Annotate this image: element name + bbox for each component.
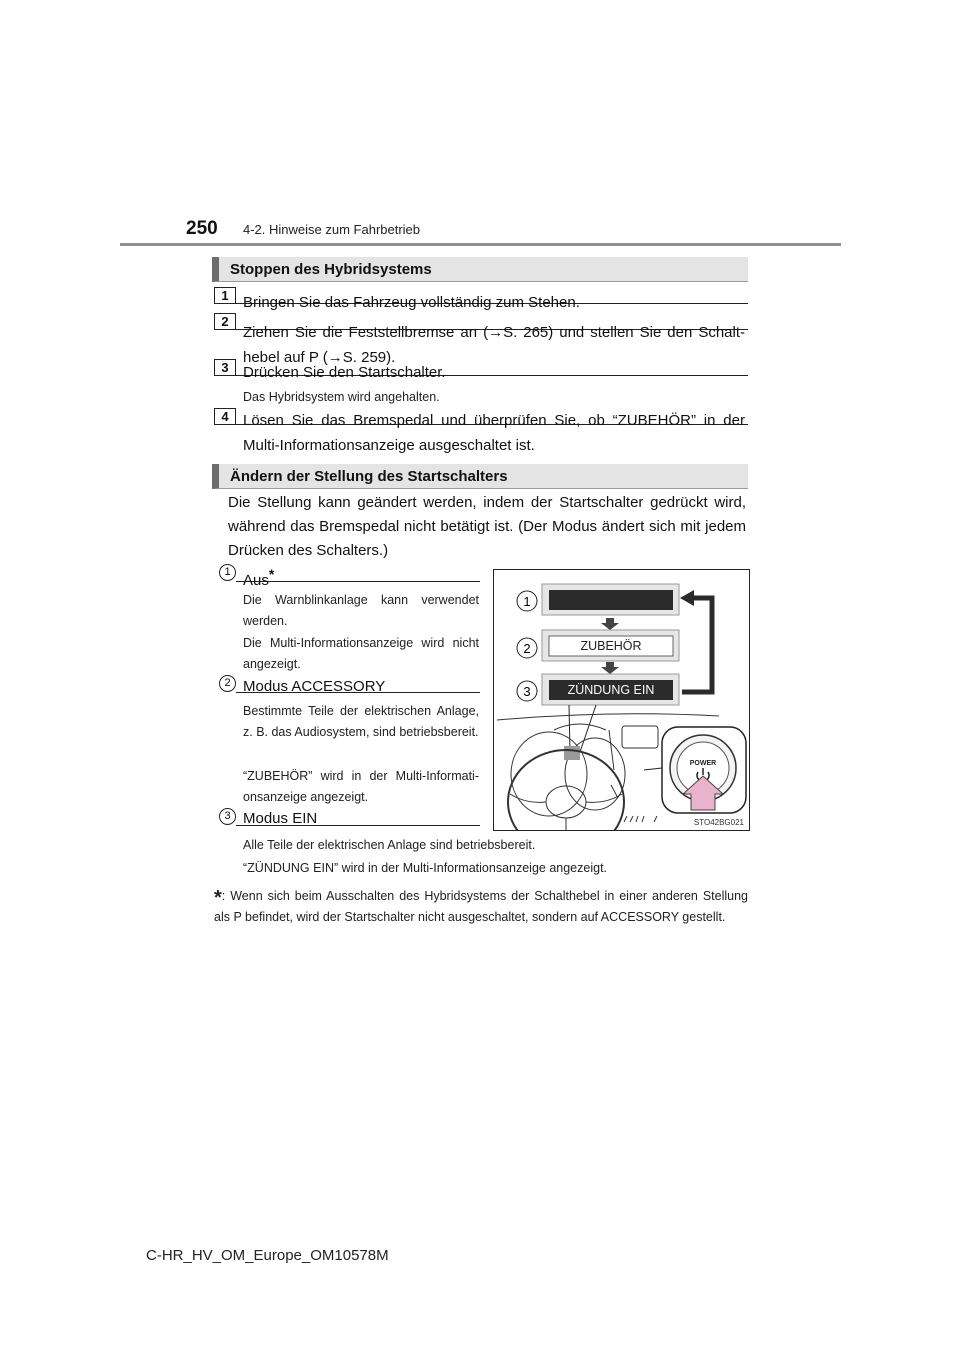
cycle-arrow-icon (680, 590, 694, 606)
header-rule (120, 243, 841, 246)
item-2-note-2: “ZUBEHÖR” wird in der Multi-Informati-onsanzeige angezeigt. (243, 769, 479, 804)
power-button-label: POWER (689, 760, 717, 767)
steering-hub (546, 786, 586, 818)
step-text-2: Ziehen Sie die Feststellbremse an (→S. 265) und stellen Sie den Schalt-hebel auf P (→S. 259). (243, 324, 745, 366)
callout-lines (569, 705, 596, 752)
dashboard-outline (497, 714, 719, 720)
diagram-number-1: 1 (523, 594, 531, 609)
callout-pointer (644, 768, 662, 770)
center-screen (622, 726, 658, 748)
item-number-1: 1 (219, 564, 236, 581)
item-number-3: 3 (219, 808, 236, 825)
step-number-1: 1 (214, 287, 236, 304)
arrow-down-icon (601, 618, 619, 630)
diagram-number-2: 2 (523, 641, 531, 656)
item-number-2: 2 (219, 675, 236, 692)
step-number-4: 4 (214, 408, 236, 425)
step-number-2: 2 (214, 313, 236, 330)
section-heading-stopping: Stoppen des Hybridsystems (212, 257, 748, 282)
vent-lines (624, 816, 657, 822)
intro-paragraph: Die Stellung kann geändert werden, indem der Startschalter gedrückt wird, während das Bremspedal nicht betätigt ist. (Der Modus ändert sich mit jedem Drücken des Schalters.) (228, 494, 746, 559)
cycle-bracket (682, 598, 712, 692)
chapter-title: 4-2. Hinweise zum Fahrbetrieb (243, 222, 421, 237)
item-1-note-2: Die Multi-Informationsanzeige wird nicht angezeigt. (243, 636, 479, 671)
gauge-left (511, 732, 587, 816)
item-title-3: Modus EIN (243, 810, 318, 827)
section-heading-switch-position: Ändern der Stellung des Startschalters (212, 464, 748, 489)
item-title-1: Aus* (243, 566, 275, 589)
cluster-hood (554, 724, 606, 730)
display-off (549, 590, 673, 610)
display-accessory-text: ZUBEHÖR (580, 639, 642, 653)
item-3-note-1: Alle Teile der elektrischen Anlage sind betriebsbereit. (243, 838, 536, 852)
step-3-note: Das Hybridsystem wird angehalten. (243, 390, 440, 404)
step-text-3: Drücken Sie den Startschalter. (243, 364, 446, 381)
asterisk-mark: * (268, 566, 275, 582)
display-ignition-text: ZÜNDUNG EIN (567, 683, 655, 697)
cluster-display (564, 746, 580, 760)
footnote-asterisk: * (214, 887, 222, 909)
footnote (214, 887, 748, 927)
page-number: 250 (186, 218, 218, 239)
dashboard-detail (609, 730, 618, 798)
step-text-4: Lösen Sie das Bremspedal und überprüfen Sie, ob “ZUBEHÖR” in der Multi-Informationsanzeige ausgeschaltet ist. (243, 412, 745, 454)
arrow-down-icon (601, 662, 619, 674)
step-text-1: Bringen Sie das Fahrzeug vollständig zum Stehen. (243, 294, 580, 311)
item-2-note-1: Bestimmte Teile der elektrischen Anlage, z. B. das Audiosystem, sind betriebsbereit. (243, 704, 479, 739)
item-title-2: Modus ACCESSORY (243, 678, 386, 695)
item-1-note-1: Die Warnblinkanlage kann verwendet werden. (243, 593, 479, 628)
diagram-illustration (494, 570, 749, 830)
item-3-note-2: “ZÜNDUNG EIN” wird in der Multi-Informationsanzeige angezeigt. (243, 861, 608, 875)
image-code: STO42BG021 (693, 818, 744, 827)
step-number-3: 3 (214, 359, 236, 376)
footnote-text: : Wenn sich beim Ausschalten des Hybridsystems der Schalthebel in einer anderen Stellung als P befindet, wird der Startschalter nicht ausgeschaltet, sondern auf ACCESSORY gestellt. (214, 889, 748, 924)
start-switch-diagram (493, 569, 750, 831)
diagram-number-3: 3 (523, 684, 531, 699)
document-code-footer: C-HR_HV_OM_Europe_OM10578M (146, 1247, 389, 1264)
